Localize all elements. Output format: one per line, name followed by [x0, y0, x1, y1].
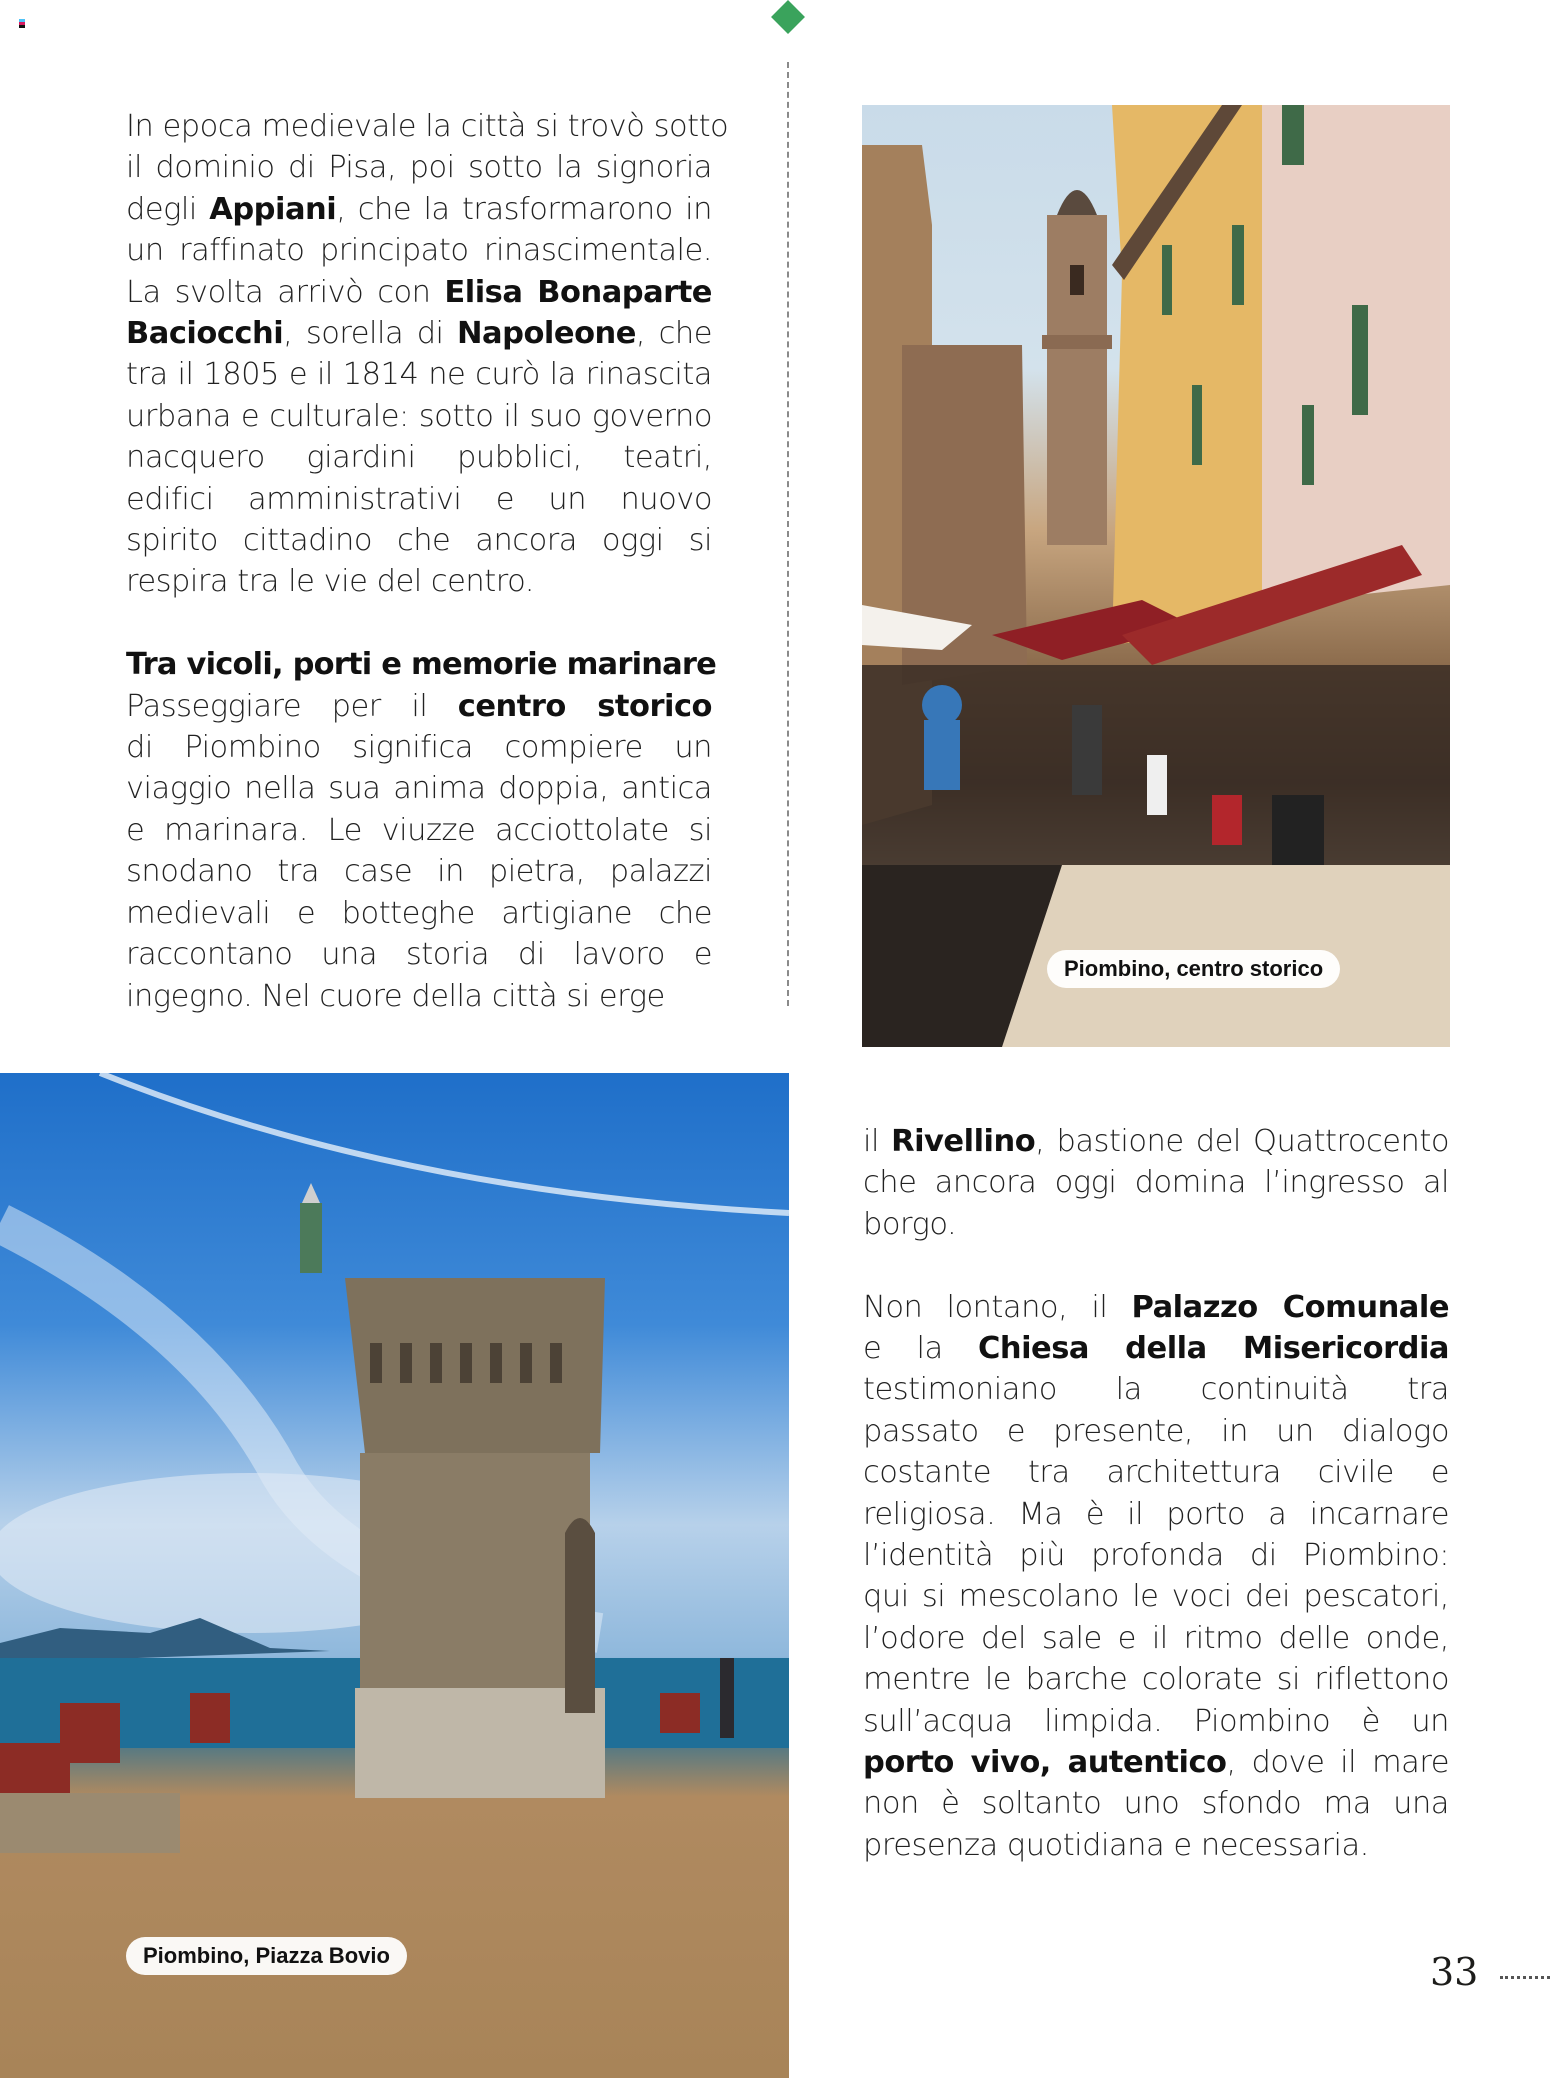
paragraph-porto [863, 1287, 1449, 1867]
text-line: Baciocchi, sorella di Napoleone, che [126, 316, 712, 352]
text-line: Non lontano, il Palazzo Comunale [863, 1289, 1450, 1325]
text-line: il dominio di Pisa, poi sotto la signoria [126, 150, 712, 186]
photo-caption-tower: Piombino, Piazza Bovio [126, 1937, 407, 1975]
paragraph-rivellino [863, 1121, 1449, 1245]
text-line: medievali e botteghe artigiane che [126, 895, 712, 931]
bold-keyword: Napoleone [457, 316, 636, 352]
text-line: di Piombino significa compiere un [126, 730, 712, 766]
text-line: che ancora oggi domina l’ingresso al [863, 1165, 1449, 1201]
text-line: respira tra le vie del centro. [126, 564, 534, 600]
text-line: urbana e culturale: sotto il suo governo [126, 398, 712, 434]
photo-piazza-bovio [0, 1073, 789, 2078]
text-line: Passeggiare per il centro storico [126, 688, 712, 724]
text-line: tra il 1805 e il 1814 ne curò la rinascita [126, 357, 712, 393]
text-line: degli Appiani, che la trasformarono in [126, 191, 712, 227]
text-line: ingegno. Nel cuore della città si erge [126, 978, 665, 1014]
page-number: 33 [1430, 1950, 1479, 1994]
street-scene-illustration [862, 105, 1450, 1047]
text-line: In epoca medievale la città si trovò sotto [126, 109, 729, 144]
text-line: borgo. [863, 1206, 957, 1242]
photo-caption-street: Piombino, centro storico [1047, 950, 1340, 988]
photo-centro-storico [862, 105, 1450, 1047]
lighthouse-scene-illustration [0, 1073, 789, 2078]
registration-mark [19, 19, 25, 28]
text-line: sull’acqua limpida. Piombino è un [863, 1703, 1449, 1739]
text-line: e marinara. Le viuzze acciottolate si [126, 812, 712, 848]
text-line: presenza quotidiana e necessaria. [863, 1827, 1369, 1863]
page-number-dotted-leader [1500, 1976, 1550, 1979]
text-line: mentre le barche colorate si riflettono [863, 1662, 1449, 1698]
column-divider [787, 62, 789, 1006]
bold-keyword: Appiani [209, 191, 337, 227]
diamond-ornament-icon [771, 0, 805, 34]
text-line: non è soltanto uno sfondo ma una [863, 1786, 1449, 1822]
text-line: nacquero giardini pubblici, teatri, [126, 440, 712, 476]
bold-keyword: Baciocchi [126, 316, 284, 352]
bold-keyword: porto vivo, autentico [863, 1745, 1227, 1781]
section-heading: Tra vicoli, porti e memorie marinare [126, 647, 717, 683]
text-line: porto vivo, autentico, dove il mare [863, 1745, 1449, 1781]
bold-keyword: Rivellino [891, 1124, 1036, 1159]
bold-keyword: Chiesa della Misericordia [978, 1331, 1449, 1367]
text-line: qui si mescolano le voci dei pescatori, [863, 1579, 1449, 1615]
text-line: La svolta arrivò con Elisa Bonaparte [126, 274, 712, 310]
text-line: snodano tra case in pietra, palazzi [126, 854, 712, 890]
text-line: testimoniano la continuità tra [863, 1372, 1449, 1408]
text-line: raccontano una storia di lavoro e [126, 937, 712, 973]
text-line: e la Chiesa della Misericordia [863, 1331, 1449, 1367]
text-line: religiosa. Ma è il porto a incarnare [863, 1496, 1449, 1532]
bold-keyword: centro storico [457, 688, 712, 724]
text-line: il Rivellino, bastione del Quattrocento [863, 1124, 1449, 1159]
right-text-column [863, 1121, 1449, 1866]
text-line: edifici amministrativi e un nuovo [126, 481, 712, 517]
text-line: l’identità più profonda di Piombino: [863, 1538, 1449, 1574]
paragraph-history [126, 106, 729, 603]
text-line: viaggio nella sua anima doppia, antica [126, 771, 712, 807]
text-line: costante tra architettura civile e [863, 1455, 1449, 1491]
text-line: l’odore del sale e il ritmo delle onde, [863, 1620, 1449, 1656]
bold-keyword: Elisa Bonaparte [444, 274, 712, 310]
paragraph-centro-storico [126, 686, 712, 1017]
bold-keyword: Palazzo Comunale [1131, 1289, 1450, 1325]
left-text-column [126, 106, 729, 1017]
text-line: spirito cittadino che ancora oggi si [126, 523, 712, 559]
text-line: passato e presente, in un dialogo [863, 1413, 1449, 1449]
text-line: un raffinato principato rinascimentale. [126, 233, 712, 269]
